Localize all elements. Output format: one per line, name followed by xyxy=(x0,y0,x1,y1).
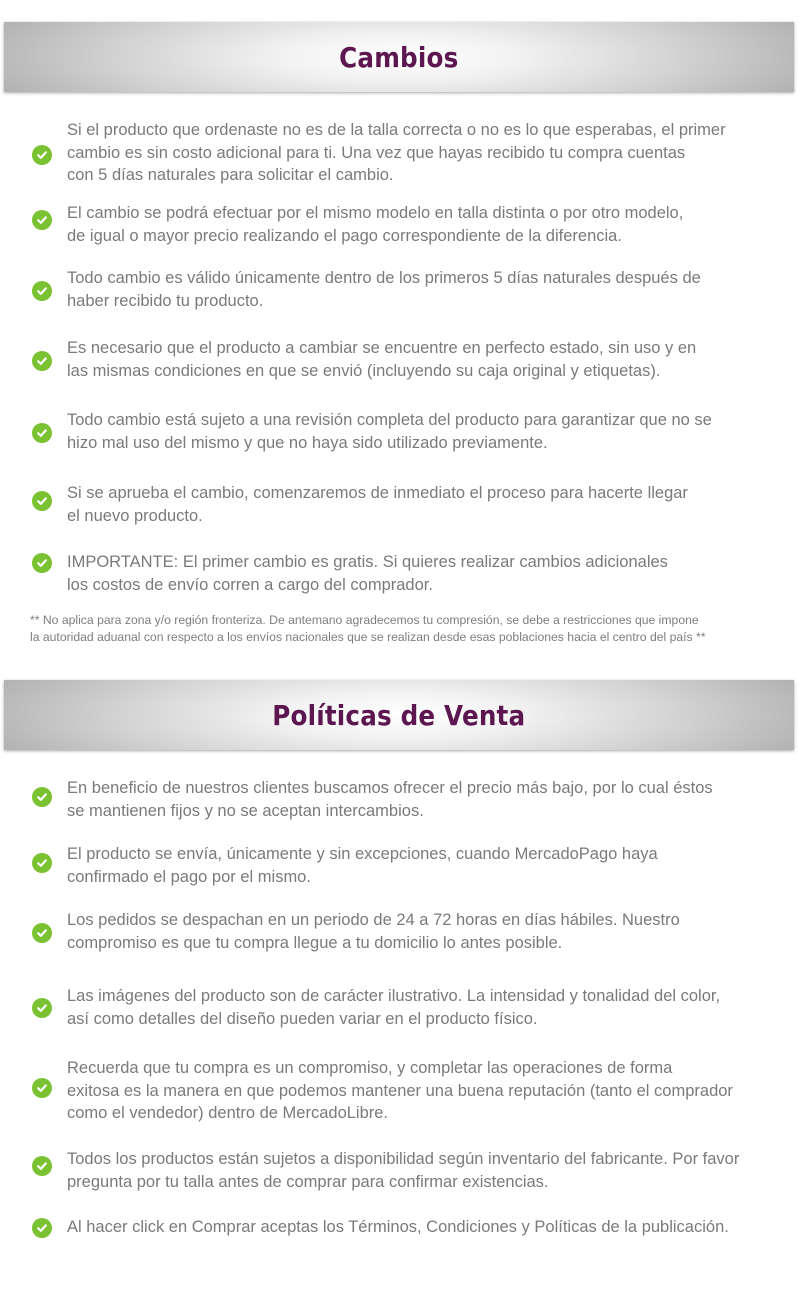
check-circle-icon xyxy=(32,351,52,371)
cambios-item-text: El cambio se podrá efectuar por el mismo modelo en talla distinta o por otro modelo, de igual o mayor precio realizando el pago correspondiente de la diferencia. xyxy=(67,204,684,245)
check-circle-icon xyxy=(32,145,52,165)
check-circle-icon xyxy=(32,1078,52,1098)
cambios-title: Cambios xyxy=(339,40,459,74)
politicas-item-text: Los pedidos se despachan en un periodo de 24 a 72 horas en días hábiles. Nuestro compromiso es que tu compra llegue a tu domicilio lo antes posible. xyxy=(67,911,680,952)
cambios-banner xyxy=(4,22,794,92)
politicas-item-text: Recuerda que tu compra es un compromiso, y completar las operaciones de forma exitosa es la manera en que podemos mantener una buena reputación (tanto el comprador como el vendedor) dentro de MercadoLibre. xyxy=(67,1059,733,1122)
politicas-item-text: Las imágenes del producto son de carácter ilustrativo. La intensidad y tonalidad del color, así como detalles del diseño pueden variar en el producto físico. xyxy=(67,987,721,1028)
check-circle-icon xyxy=(32,923,52,943)
check-circle-icon xyxy=(32,553,52,573)
check-circle-icon xyxy=(32,1156,52,1176)
check-circle-icon xyxy=(32,491,52,511)
cambios-item-text: Todo cambio está sujeto a una revisión completa del producto para garantizar que no se hizo mal uso del mismo y que no haya sido utilizado previamente. xyxy=(67,411,712,452)
check-circle-icon xyxy=(32,1218,52,1238)
check-circle-icon xyxy=(32,281,52,301)
cambios-item-text: Si se aprueba el cambio, comenzaremos de inmediato el proceso para hacerte llegar el nuevo producto. xyxy=(67,484,688,525)
cambios-item-text: IMPORTANTE: El primer cambio es gratis. Si quieres realizar cambios adicionales los costos de envío corren a cargo del comprador. xyxy=(67,553,668,594)
check-circle-icon xyxy=(32,998,52,1018)
check-circle-icon xyxy=(32,787,52,807)
politicas-item-text: El producto se envía, únicamente y sin excepciones, cuando MercadoPago haya confirmado el pago por el mismo. xyxy=(67,845,658,886)
check-circle-icon xyxy=(32,423,52,443)
check-circle-icon xyxy=(32,853,52,873)
cambios-item-text: Si el producto que ordenaste no es de la talla correcta o no es lo que esperabas, el primer cambio es sin costo adicional para ti. Una vez que hayas recibido tu compra cuentas con 5 días naturales para solicitar el cambio. xyxy=(67,121,726,184)
cambios-item-text: Es necesario que el producto a cambiar se encuentre en perfecto estado, sin uso y en las mismas condiciones en que se envió (incluyendo su caja original y etiquetas). xyxy=(67,339,697,380)
politicas-banner xyxy=(4,680,794,750)
politicas-title: Políticas de Venta xyxy=(272,698,526,732)
check-circle-icon xyxy=(32,210,52,230)
politicas-item-text: En beneficio de nuestros clientes buscamos ofrecer el precio más bajo, por lo cual éstos se mantienen fijos y no se aceptan intercambios. xyxy=(67,779,713,820)
politicas-item-text: Al hacer click en Comprar aceptas los Términos, Condiciones y Políticas de la publicación. xyxy=(67,1218,729,1236)
cambios-footnote: ** No aplica para zona y/o región fronteriza. De antemano agradecemos tu compresión, se debe a restricciones que impone la autoridad aduanal con respecto a los envíos nacionales que se realizan desde esas poblaciones hacia el centro del país ** xyxy=(30,613,706,644)
politicas-item-text: Todos los productos están sujetos a disponibilidad según inventario del fabricante. Por favor pregunta por tu talla antes de comprar para confirmar existencias. xyxy=(67,1150,740,1191)
cambios-item-text: Todo cambio es válido únicamente dentro de los primeros 5 días naturales después de haber recibido tu producto. xyxy=(67,269,701,310)
